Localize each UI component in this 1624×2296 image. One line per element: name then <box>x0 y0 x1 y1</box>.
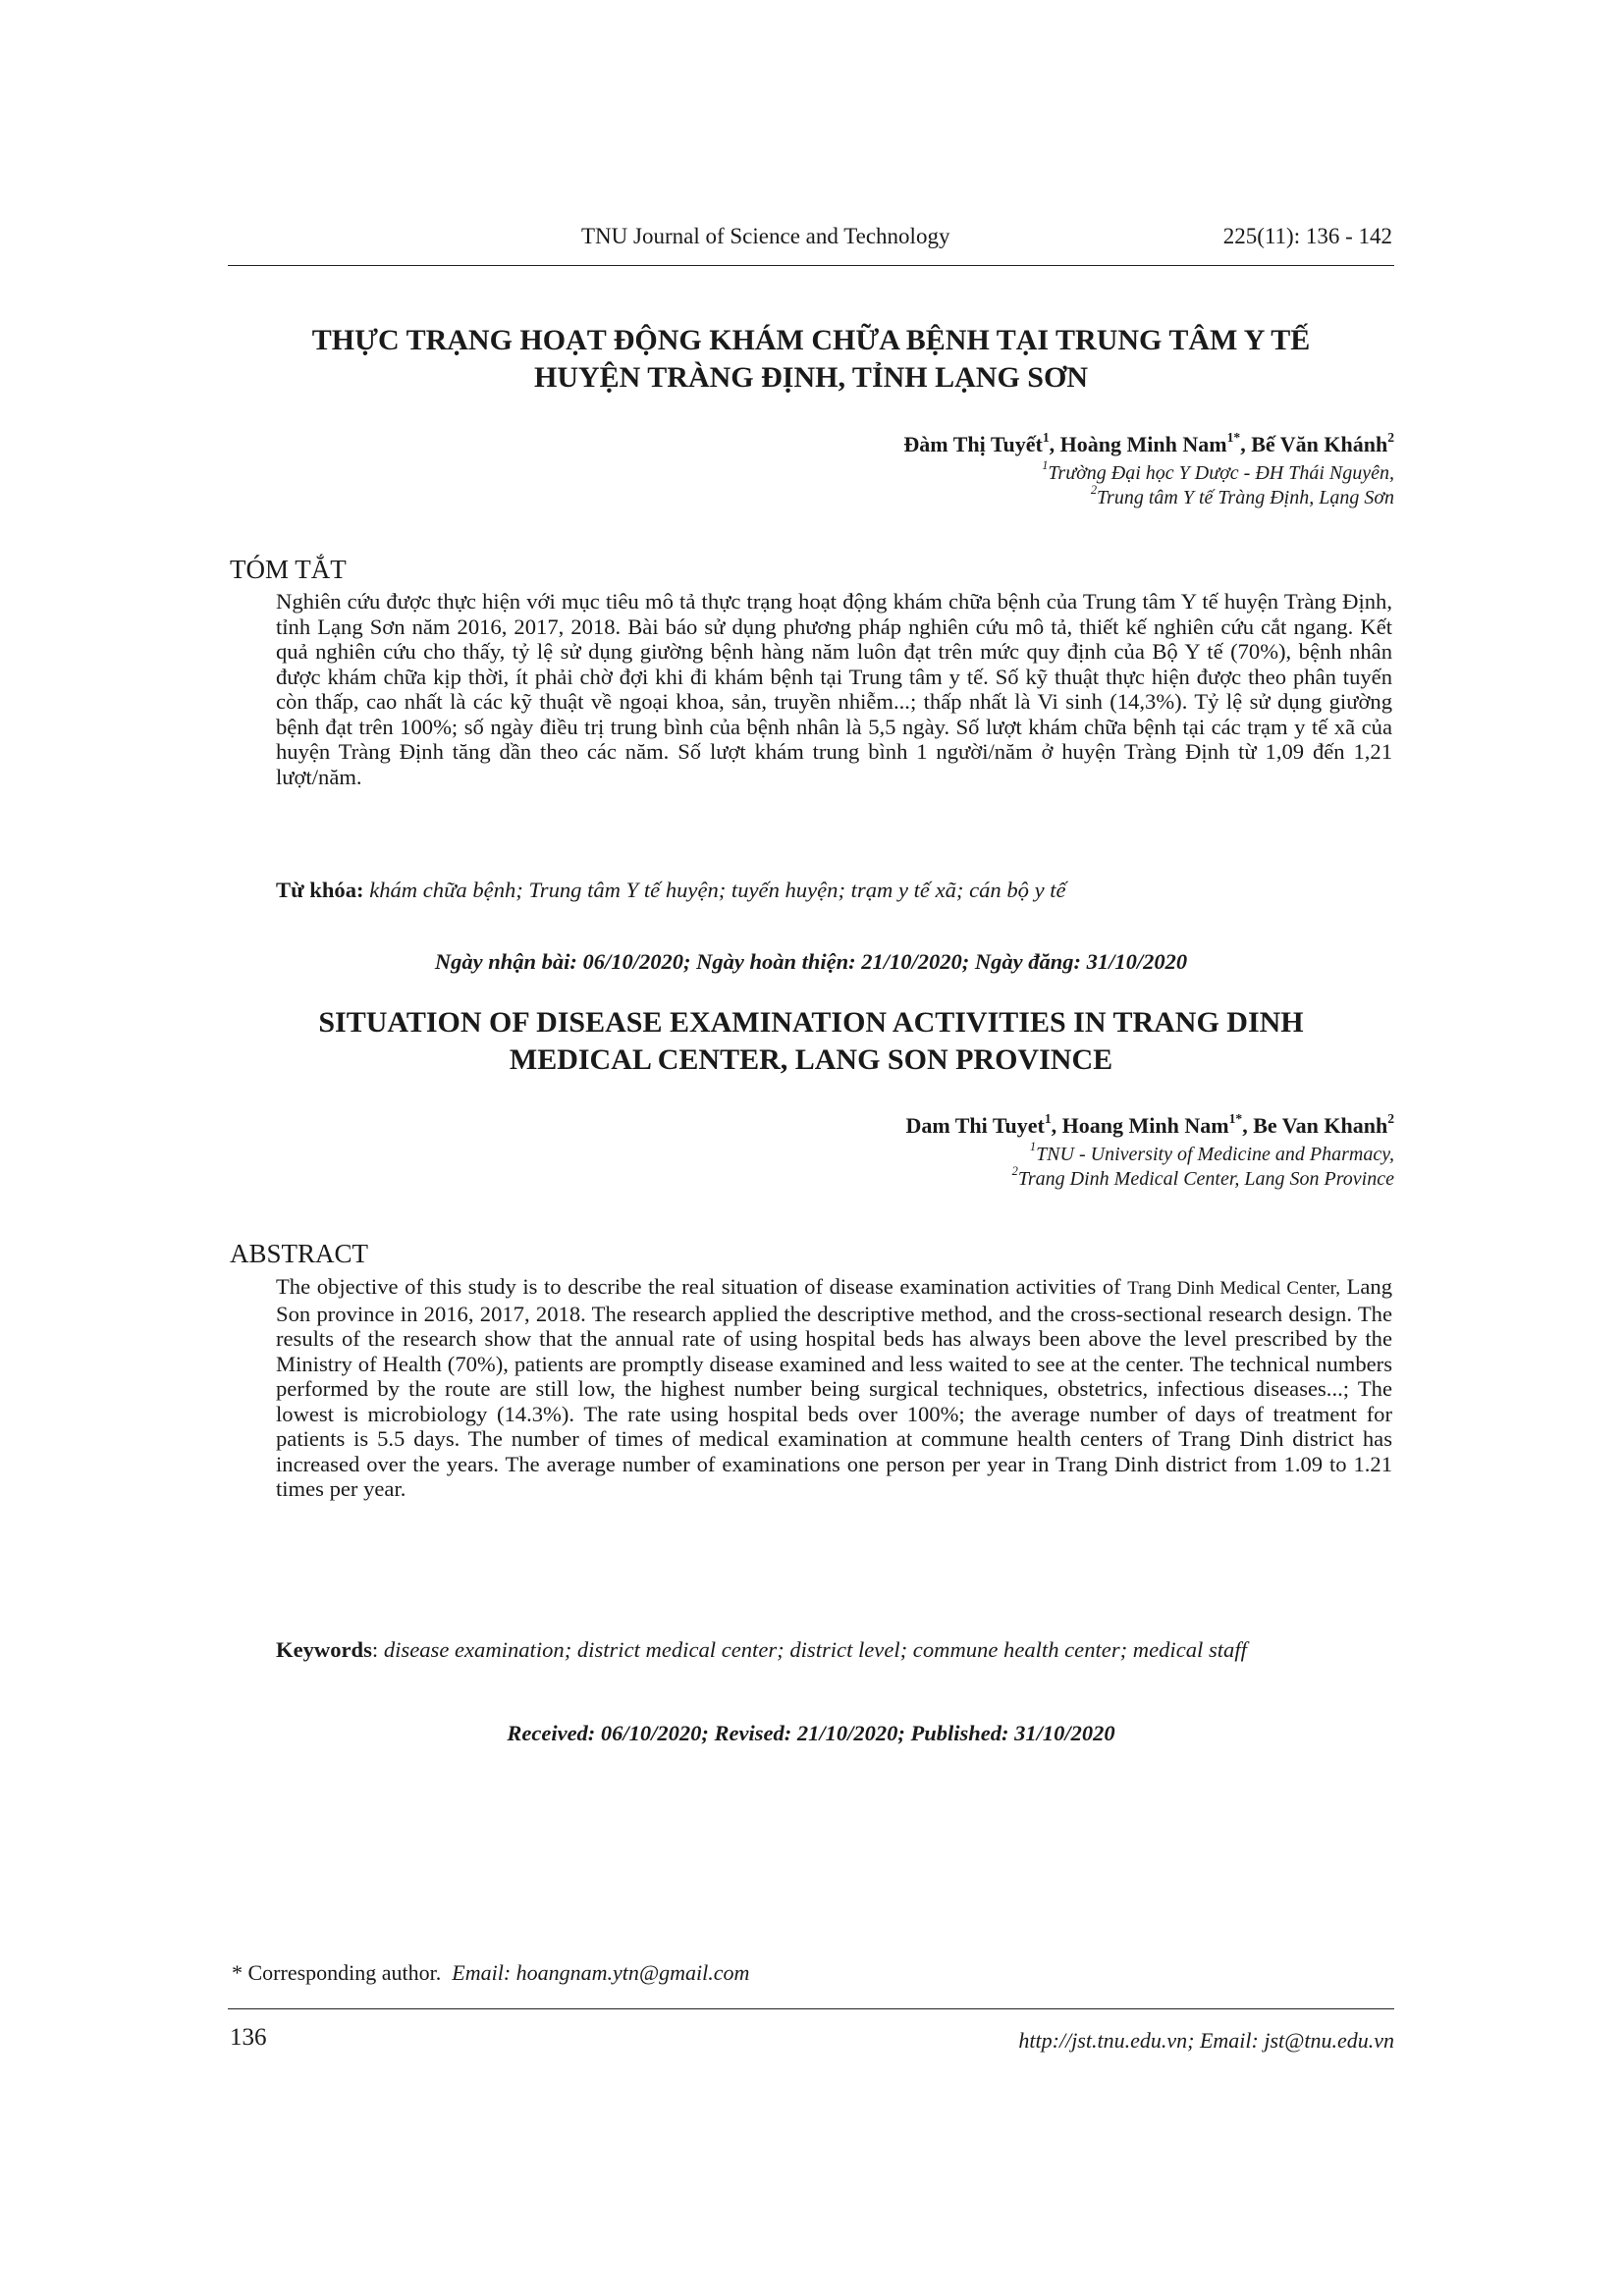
en-authors: Dam Thi Tuyet$^1$, Hoang Minh Nam$^{1*}$, Be Van Khanh$^2$ <box>905 1110 1394 1138</box>
vi-abstract-body: Nghiên cứu được thực hiện với mục tiêu mô tả thực trạng hoạt động khám chữa bệnh của Trung tâm Y tế huyện Tràng Định, tỉnh Lạng Sơn năm 2016, 2017, 2018. Bài báo sử dụng phương pháp nghiên cứu mô tả, thiết kế nghiên cứu cắt ngang. Kết quả nghiên cứu cho thấy, tỷ lệ sử dụng giường bệnh hàng năm luôn đạt trên mức quy định của Bộ Y tế (70%), bệnh nhân được khám chữa kịp thời, ít phải chờ đợi khi đi khám bệnh tại Trung tâm y tế. Số kỹ thuật thực hiện được theo phân tuyến còn thấp, cao nhất là các kỹ thuật về ngoại khoa, sản, truyền nhiễm...; thấp nhất là Vi sinh (14,3%). Tỷ lệ sử dụng giường bệnh đạt trên 100%; số ngày điều trị trung bình của bệnh nhân là 5,5 ngày. Số lượt khám chữa bệnh tại các trạm y tế xã của huyện Tràng Định tăng dần theo các năm. Số lượt khám trung bình 1 người/năm ở huyện Tràng Định từ 1,09 đến 1,21 lượt/năm. <box>276 589 1392 789</box>
vi-keywords-label: Từ khóa: <box>276 878 364 902</box>
author-name: Hoang Minh Nam <box>1061 1113 1229 1138</box>
author-name: Be Van Khanh <box>1253 1113 1388 1138</box>
en-abstract-body: The objective of this study is to describe the real situation of disease examination activities of Trang Dinh Medical Center, Lang Son province in 2016, 2017, 2018. The research applied the descriptive method, and the cross-sectional research design. The results of the research show that the annual rate of using hospital beds has always been above the level prescribed by the Ministry of Health (70%), patients are promptly disease examined and less waited to see at the center. The technical numbers performed by the route are still low, the highest number being surgical techniques, obstetrics, infectious diseases...; The lowest is microbiology (14.3%). The rate using hospital beds over 100%; the average number of days of treatment for patients is 5.5 days. The number of times of medical examination at commune health centers of Trang Dinh district has increased over the years. The average number of examinations one person per year in Trang Dinh district from 1.09 to 1.21 times per year. <box>276 1274 1392 1501</box>
vi-authors: Đàm Thị Tuyết$^1$, Hoàng Minh Nam$^{1*}$, Bế Văn Khánh$^2$ <box>903 429 1394 456</box>
en-affiliation-1: $^1$TNU - University of Medicine and Pharmacy, <box>1029 1140 1394 1165</box>
journal-name: TNU Journal of Science and Technology <box>581 224 950 248</box>
author-sup: 1 <box>1044 1110 1052 1126</box>
en-title-line-2: MEDICAL CENTER, LANG SON PROVINCE <box>509 1043 1113 1076</box>
author-name: Đàm Thị Tuyết <box>903 432 1043 456</box>
author-name: Dam Thi Tuyet <box>905 1113 1045 1138</box>
vi-keywords <box>276 878 1392 903</box>
corresponding-author-footnote: * Corresponding author. Email: hoangnam.ytn@gmail.com <box>232 1960 750 1985</box>
en-affiliations <box>1011 1140 1394 1192</box>
author-sup: 2 <box>1387 1110 1394 1126</box>
vi-keywords-text: khám chữa bệnh; Trung tâm Y tế huyện; tuyến huyện; trạm y tế xã; cán bộ y tế <box>369 878 1066 902</box>
en-title-line-1: SITUATION OF DISEASE EXAMINATION ACTIVITIES IN TRANG DINH <box>318 1006 1304 1039</box>
en-dates: Received: 06/10/2020; Revised: 21/10/2020; Published: 31/10/2020 <box>507 1721 1115 1745</box>
journal-website: http://jst.tnu.edu.vn; Email: jst@tnu.edu.vn <box>1018 2028 1394 2053</box>
footer-rule <box>228 2008 1394 2009</box>
volume-pages: 225(11): 136 - 142 <box>1222 224 1392 248</box>
author-sup: 1* <box>1228 1110 1243 1126</box>
author-sup: 1 <box>1042 429 1050 445</box>
header-rule <box>228 265 1394 266</box>
author-name: Bế Văn Khánh <box>1251 432 1388 456</box>
en-keywords-text: disease examination; district medical center; district level; commune health center; medical staff <box>383 1637 1247 1662</box>
vi-abstract-heading: TÓM TẮT <box>230 555 347 584</box>
vi-title-line-2: HUYỆN TRÀNG ĐỊNH, TỈNH LẠNG SƠN <box>534 361 1088 394</box>
vi-affiliation-1: $^1$Trường Đại học Y Dược - ĐH Thái Nguyên, <box>1042 458 1394 484</box>
corresponding-email: Email: hoangnam.ytn@gmail.com <box>452 1960 750 1985</box>
vi-affiliations <box>1042 458 1394 510</box>
author-sup: 1* <box>1226 429 1241 445</box>
vi-title-line-1: THỰC TRẠNG HOẠT ĐỘNG KHÁM CHỮA BỆNH TẠI TRUNG TÂM Y TẾ <box>311 324 1311 356</box>
vi-title <box>228 322 1394 397</box>
en-abstract-heading: ABSTRACT <box>230 1239 369 1268</box>
author-name: Hoàng Minh Nam <box>1059 432 1227 456</box>
vi-affiliation-2: $^2$Trung tâm Y tế Tràng Định, Lạng Sơn <box>1090 483 1394 508</box>
author-sup: 2 <box>1387 429 1394 445</box>
vi-dates: Ngày nhận bài: 06/10/2020; Ngày hoàn thiện: 21/10/2020; Ngày đăng: 31/10/2020 <box>434 949 1188 974</box>
en-keywords-label: Keywords <box>276 1637 372 1662</box>
en-affiliation-2: $^2$Trang Dinh Medical Center, Lang Son Province <box>1011 1164 1394 1190</box>
en-keywords: Keywords: disease examination; district medical center; district level; commune health center; medical staff <box>276 1637 1247 1662</box>
en-title <box>228 1004 1394 1079</box>
page-number: 136 <box>230 2024 267 2051</box>
